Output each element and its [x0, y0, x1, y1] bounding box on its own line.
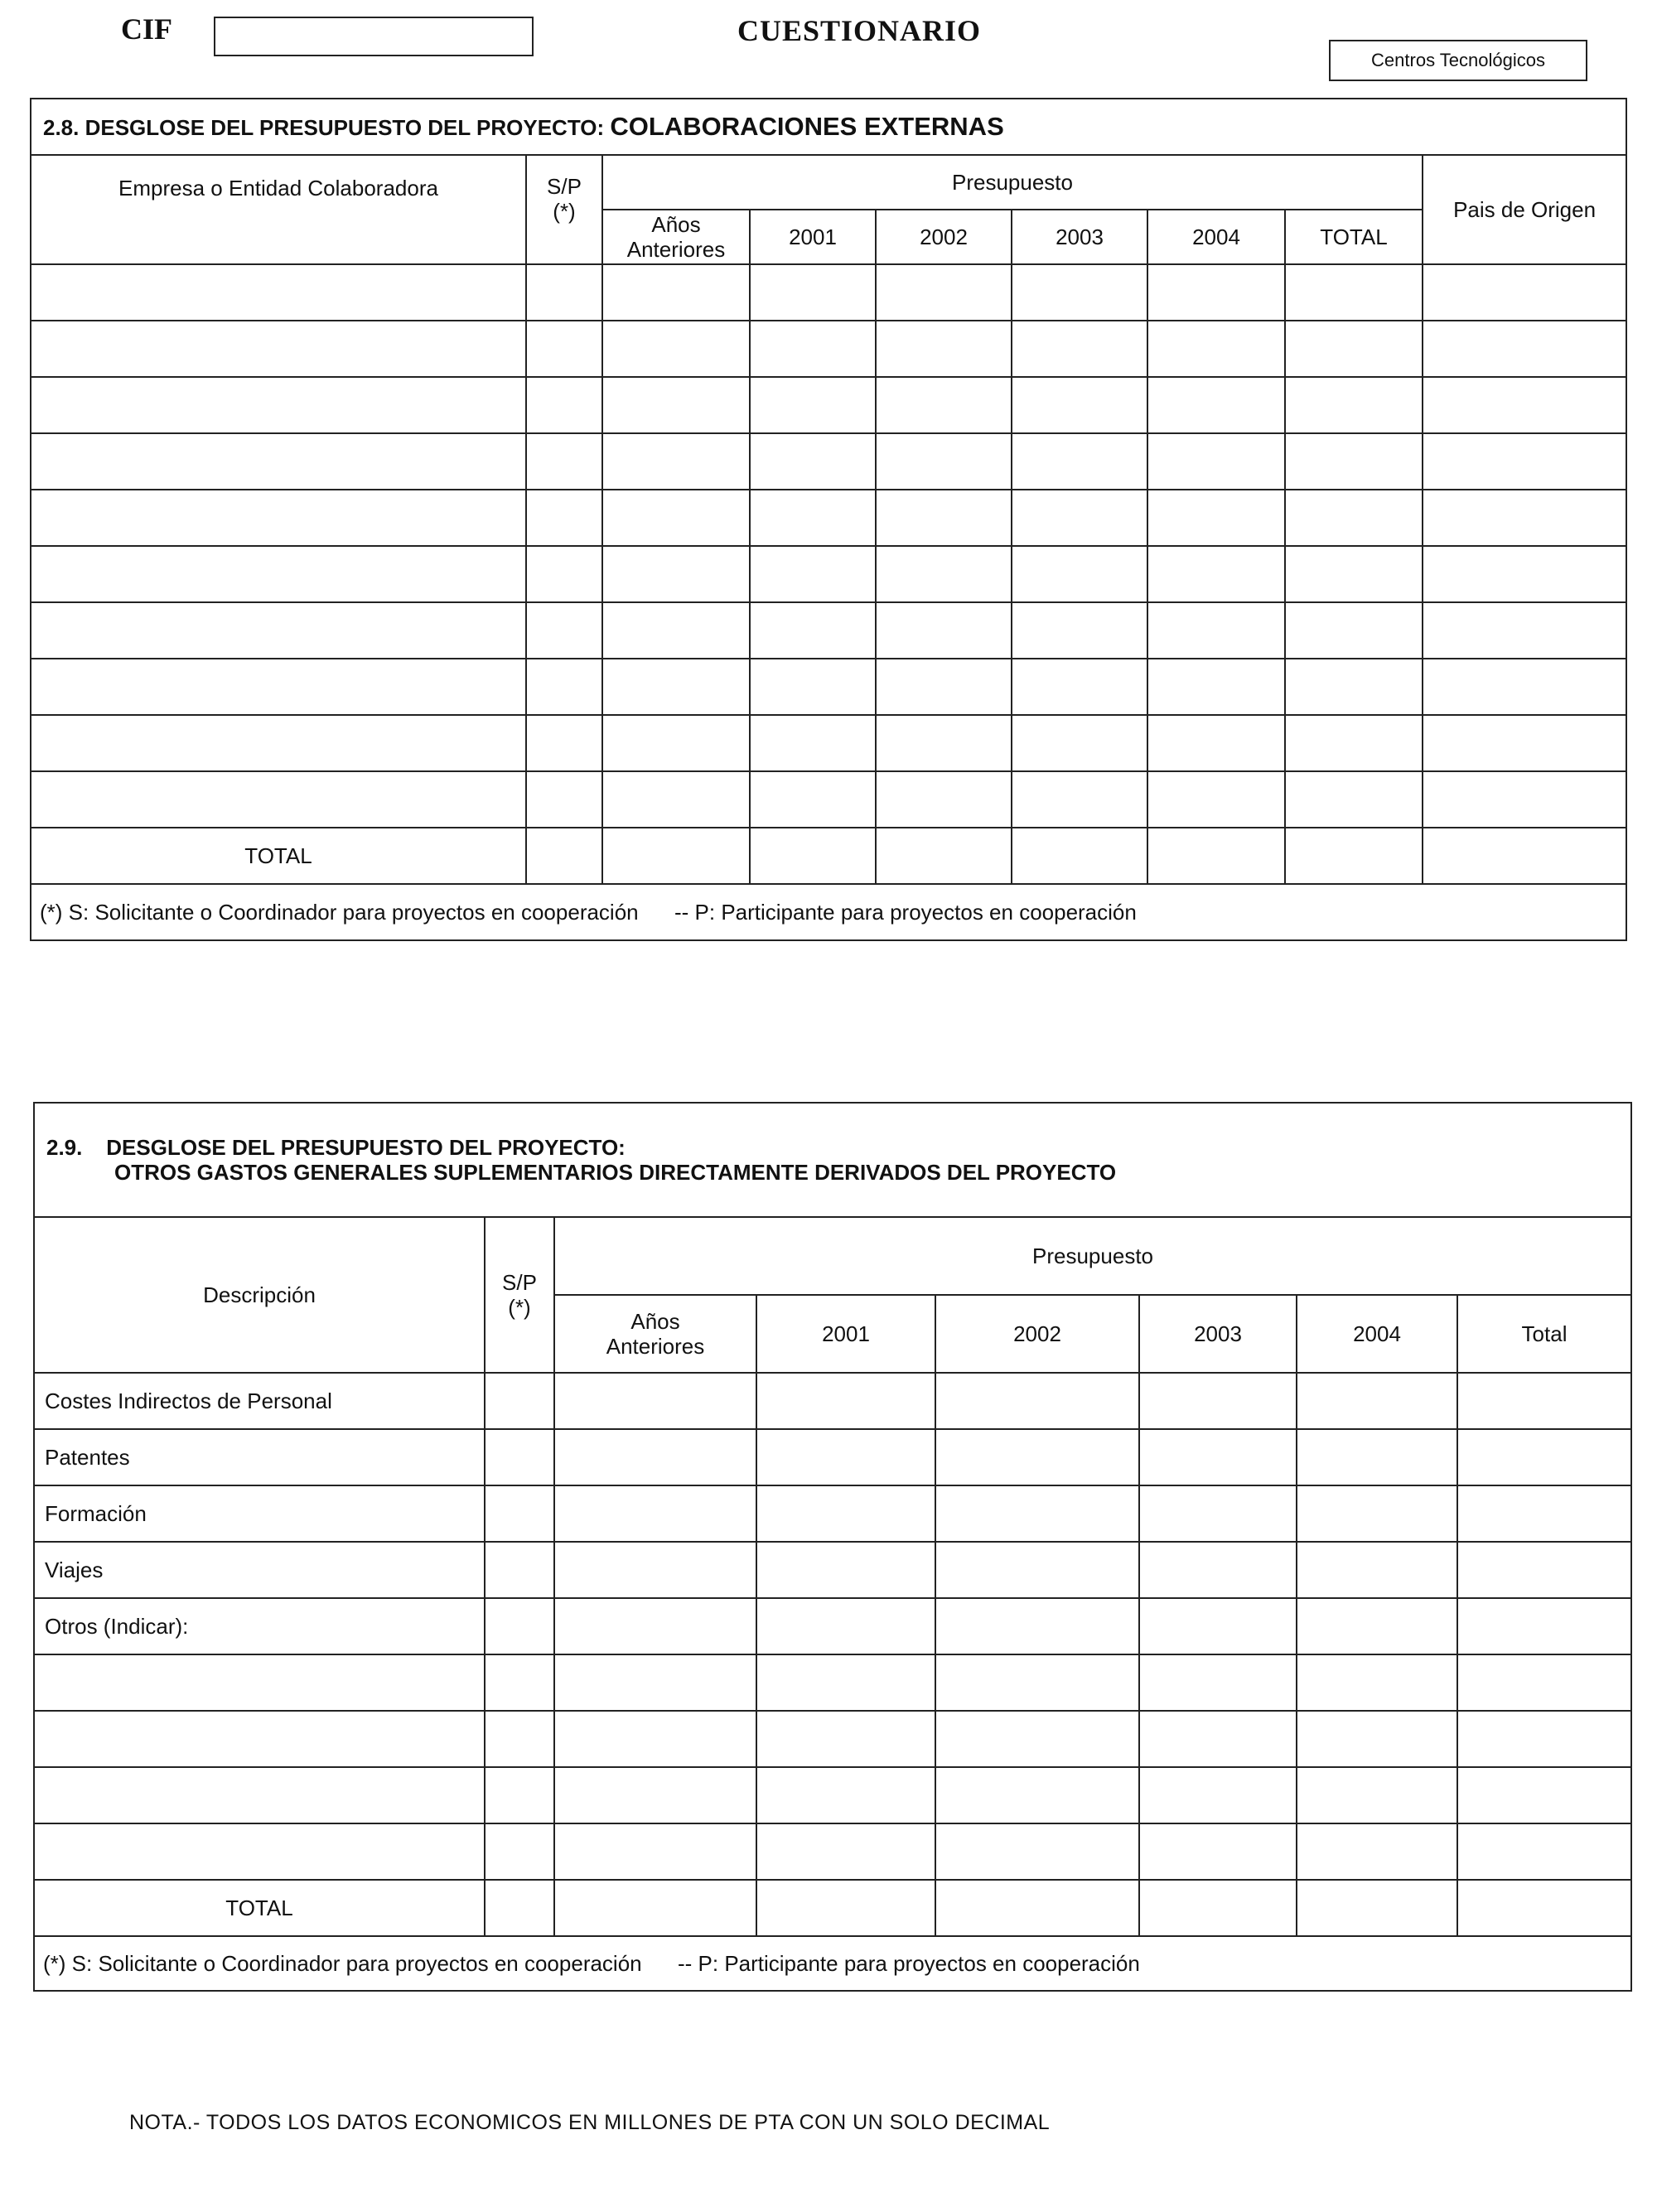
table-cell[interactable]	[876, 264, 1012, 321]
table-cell[interactable]	[526, 715, 602, 771]
table-cell[interactable]	[1423, 546, 1626, 602]
table-cell[interactable]	[485, 1429, 554, 1485]
table-cell[interactable]	[31, 264, 526, 321]
section-2-8-title-main: COLABORACIONES EXTERNAS	[610, 112, 1004, 141]
table-row	[31, 659, 1626, 715]
table-cell[interactable]	[1147, 771, 1285, 828]
row-label: Viajes	[34, 1542, 485, 1598]
table-cell[interactable]	[1147, 828, 1285, 884]
table-cell[interactable]	[1297, 1823, 1457, 1880]
table-cell[interactable]	[526, 490, 602, 546]
col-header-2002: 2002	[935, 1295, 1139, 1373]
table-cell[interactable]	[1012, 715, 1147, 771]
table-cell[interactable]	[876, 321, 1012, 377]
col-header-total: TOTAL	[1285, 210, 1423, 264]
col-header-prev-years	[602, 210, 750, 264]
table-cell[interactable]	[554, 1598, 756, 1654]
col-header-2002: 2002	[876, 210, 1012, 264]
section-2-8-total-row	[31, 828, 1626, 884]
table-cell[interactable]	[1457, 1823, 1631, 1880]
section-2-9-title	[34, 1103, 1631, 1217]
section-2-8-footnote	[31, 884, 1626, 940]
table-cell[interactable]	[1297, 1711, 1457, 1767]
table-cell[interactable]	[1285, 264, 1423, 321]
table-cell[interactable]	[1147, 490, 1285, 546]
table-cell[interactable]	[554, 1429, 756, 1485]
table-cell[interactable]	[34, 1711, 485, 1767]
table-cell[interactable]	[485, 1880, 554, 1936]
table-cell[interactable]	[1139, 1373, 1297, 1429]
table-cell[interactable]	[1423, 659, 1626, 715]
table-cell[interactable]	[1297, 1654, 1457, 1711]
row-label: Costes Indirectos de Personal	[34, 1373, 485, 1429]
table-cell[interactable]	[1147, 377, 1285, 433]
table-cell[interactable]	[1457, 1711, 1631, 1767]
table-row	[31, 433, 1626, 490]
table-cell[interactable]	[750, 264, 876, 321]
table-cell[interactable]	[1297, 1542, 1457, 1598]
table-cell[interactable]	[31, 715, 526, 771]
table-cell[interactable]	[935, 1429, 1139, 1485]
col-header-prev-years	[554, 1295, 756, 1373]
table-cell[interactable]	[1285, 377, 1423, 433]
col-header-sp	[526, 155, 602, 264]
table-cell[interactable]	[1423, 771, 1626, 828]
table-cell[interactable]	[1457, 1373, 1631, 1429]
table-cell[interactable]	[935, 1823, 1139, 1880]
table-cell[interactable]	[935, 1880, 1139, 1936]
table-cell[interactable]	[485, 1373, 554, 1429]
col-header-2004: 2004	[1297, 1295, 1457, 1373]
prev-years-line2: Anteriores	[626, 237, 726, 262]
table-cell[interactable]	[31, 377, 526, 433]
table-cell[interactable]	[1139, 1598, 1297, 1654]
table-cell[interactable]	[935, 1654, 1139, 1711]
table-cell[interactable]	[485, 1598, 554, 1654]
table-cell[interactable]	[1285, 602, 1423, 659]
table-cell[interactable]	[1012, 321, 1147, 377]
table-cell[interactable]	[526, 771, 602, 828]
prev-years-line1: Años	[630, 1309, 680, 1334]
table-cell[interactable]	[1147, 264, 1285, 321]
table-cell[interactable]	[31, 490, 526, 546]
prev-years-line2: Anteriores	[606, 1334, 705, 1359]
col-header-2001: 2001	[756, 1295, 935, 1373]
table-cell[interactable]	[602, 377, 750, 433]
table-cell[interactable]	[756, 1654, 935, 1711]
table-cell[interactable]	[1012, 828, 1147, 884]
table-cell[interactable]	[554, 1373, 756, 1429]
table-cell[interactable]	[1139, 1542, 1297, 1598]
row-label: Patentes	[34, 1429, 485, 1485]
sp-note: (*)	[508, 1295, 531, 1320]
table-row	[34, 1711, 1631, 1767]
table-cell[interactable]	[1139, 1654, 1297, 1711]
section-2-9-entry-rows	[34, 1373, 1631, 1880]
table-cell[interactable]	[602, 771, 750, 828]
table-row	[34, 1542, 1631, 1598]
economic-data-note: NOTA.- TODOS LOS DATOS ECONOMICOS EN MILLONES DE PTA CON UN SOLO DECIMAL	[129, 2111, 1051, 2134]
table-cell[interactable]	[602, 264, 750, 321]
table-cell[interactable]	[1012, 490, 1147, 546]
section-2-9-title-line2: OTROS GASTOS GENERALES SUPLEMENTARIOS DIRECTAMENTE DERIVADOS DEL PROYECTO	[114, 1160, 1117, 1185]
table-cell[interactable]	[1297, 1767, 1457, 1823]
table-cell[interactable]	[526, 546, 602, 602]
table-cell[interactable]	[602, 715, 750, 771]
table-cell[interactable]	[1285, 659, 1423, 715]
table-cell[interactable]	[756, 1598, 935, 1654]
table-cell[interactable]	[554, 1823, 756, 1880]
table-cell[interactable]	[1297, 1880, 1457, 1936]
table-row	[31, 602, 1626, 659]
table-cell[interactable]	[1285, 433, 1423, 490]
table-cell[interactable]	[1139, 1823, 1297, 1880]
table-cell[interactable]	[31, 771, 526, 828]
col-header-country: Pais de Origen	[1423, 155, 1626, 264]
sp-label: S/P	[547, 174, 582, 199]
table-cell[interactable]	[554, 1880, 756, 1936]
table-cell[interactable]	[750, 715, 876, 771]
col-header-2003: 2003	[1139, 1295, 1297, 1373]
table-cell[interactable]	[876, 715, 1012, 771]
table-cell[interactable]	[31, 659, 526, 715]
cif-label: CIF	[121, 12, 172, 46]
table-cell[interactable]	[1457, 1767, 1631, 1823]
table-cell[interactable]	[602, 659, 750, 715]
table-cell[interactable]	[935, 1542, 1139, 1598]
category-badge: Centros Tecnológicos	[1329, 40, 1587, 81]
col-header-2001: 2001	[750, 210, 876, 264]
section-2-9-title-line1: DESGLOSE DEL PRESUPUESTO DEL PROYECTO:	[106, 1135, 626, 1160]
table-cell[interactable]	[756, 1373, 935, 1429]
table-cell[interactable]	[554, 1654, 756, 1711]
document-title: CUESTIONARIO	[737, 14, 982, 47]
table-cell[interactable]	[602, 546, 750, 602]
table-row	[31, 377, 1626, 433]
table-cell[interactable]	[750, 321, 876, 377]
section-2-9-total-row	[34, 1880, 1631, 1936]
table-cell[interactable]	[935, 1711, 1139, 1767]
table-cell[interactable]	[1139, 1429, 1297, 1485]
table-cell[interactable]	[756, 1880, 935, 1936]
table-cell[interactable]	[526, 828, 602, 884]
table-otros-gastos	[33, 1102, 1632, 1992]
col-header-entity: Empresa o Entidad Colaboradora	[31, 155, 526, 264]
table-cell[interactable]	[876, 377, 1012, 433]
col-header-sp	[485, 1217, 554, 1373]
table-cell[interactable]	[1457, 1880, 1631, 1936]
col-header-description: Descripción	[34, 1217, 485, 1373]
table-cell[interactable]	[935, 1373, 1139, 1429]
table-cell[interactable]	[1423, 490, 1626, 546]
table-cell[interactable]	[1285, 490, 1423, 546]
table-cell[interactable]	[1012, 433, 1147, 490]
table-cell[interactable]	[1012, 264, 1147, 321]
table-cell[interactable]	[1457, 1598, 1631, 1654]
table-row	[34, 1485, 1631, 1542]
table-cell[interactable]	[526, 433, 602, 490]
row-label: Otros (Indicar):	[34, 1598, 485, 1654]
table-cell[interactable]	[1297, 1598, 1457, 1654]
table-cell[interactable]	[1285, 771, 1423, 828]
table-cell[interactable]	[1457, 1429, 1631, 1485]
table-row	[34, 1598, 1631, 1654]
footnote-s: (*) S: Solicitante o Coordinador para proyectos en cooperación	[40, 899, 639, 925]
table-cell[interactable]	[526, 264, 602, 321]
table-row	[31, 264, 1626, 321]
table-cell[interactable]	[1147, 433, 1285, 490]
table-cell[interactable]	[1457, 1485, 1631, 1542]
table-cell[interactable]	[1012, 659, 1147, 715]
table-cell[interactable]	[876, 602, 1012, 659]
table-cell[interactable]	[34, 1823, 485, 1880]
table-cell[interactable]	[1457, 1542, 1631, 1598]
table-cell[interactable]	[756, 1429, 935, 1485]
table-row	[34, 1373, 1631, 1429]
table-row	[34, 1654, 1631, 1711]
table-cell[interactable]	[876, 828, 1012, 884]
table-cell[interactable]	[602, 321, 750, 377]
table-cell[interactable]	[554, 1711, 756, 1767]
table-cell[interactable]	[935, 1598, 1139, 1654]
section-2-8-title	[31, 99, 1626, 155]
table-cell[interactable]	[1423, 602, 1626, 659]
table-cell[interactable]	[1012, 377, 1147, 433]
table-cell[interactable]	[935, 1485, 1139, 1542]
table-cell[interactable]	[756, 1485, 935, 1542]
table-cell[interactable]	[876, 433, 1012, 490]
table-cell[interactable]	[750, 433, 876, 490]
table-cell[interactable]	[1139, 1485, 1297, 1542]
footnote-p: -- P: Participante para proyectos en cooperación	[677, 1950, 1140, 1976]
table-cell[interactable]	[602, 433, 750, 490]
table-cell[interactable]	[1423, 715, 1626, 771]
col-header-budget: Presupuesto	[554, 1217, 1631, 1295]
table-cell[interactable]	[526, 321, 602, 377]
table-cell[interactable]	[1297, 1429, 1457, 1485]
table-cell[interactable]	[1423, 264, 1626, 321]
table-row	[31, 715, 1626, 771]
table-row	[31, 490, 1626, 546]
table-cell[interactable]	[1139, 1880, 1297, 1936]
table-cell[interactable]	[1285, 321, 1423, 377]
table-cell[interactable]	[526, 377, 602, 433]
table-cell[interactable]	[485, 1767, 554, 1823]
prev-years-line1: Años	[651, 212, 701, 237]
table-cell[interactable]	[1012, 602, 1147, 659]
table-cell[interactable]	[750, 602, 876, 659]
table-cell[interactable]	[1147, 546, 1285, 602]
section-2-8-entry-rows	[31, 264, 1626, 828]
table-cell[interactable]	[1423, 321, 1626, 377]
table-cell[interactable]	[756, 1711, 935, 1767]
table-cell[interactable]	[485, 1485, 554, 1542]
table-cell[interactable]	[750, 771, 876, 828]
table-cell[interactable]	[750, 659, 876, 715]
footnote-s: (*) S: Solicitante o Coordinador para proyectos en cooperación	[43, 1950, 642, 1976]
table-cell[interactable]	[1285, 546, 1423, 602]
section-2-9-footnote	[34, 1936, 1631, 1991]
table-row	[31, 321, 1626, 377]
table-cell[interactable]	[1012, 546, 1147, 602]
table-cell[interactable]	[756, 1542, 935, 1598]
table-cell[interactable]	[876, 659, 1012, 715]
table-cell[interactable]	[1423, 828, 1626, 884]
table-cell[interactable]	[485, 1823, 554, 1880]
table-colaboraciones-externas	[30, 98, 1627, 941]
table-cell[interactable]	[1012, 771, 1147, 828]
table-row	[34, 1823, 1631, 1880]
table-row	[34, 1429, 1631, 1485]
section-2-9-number: 2.9.	[46, 1135, 83, 1160]
table-cell[interactable]	[750, 377, 876, 433]
col-header-2004: 2004	[1147, 210, 1285, 264]
table-cell[interactable]	[602, 828, 750, 884]
table-cell[interactable]	[1297, 1485, 1457, 1542]
table-cell[interactable]	[876, 546, 1012, 602]
table-cell[interactable]	[34, 1654, 485, 1711]
table-cell[interactable]	[876, 490, 1012, 546]
table-cell[interactable]	[485, 1654, 554, 1711]
table-cell[interactable]	[1147, 715, 1285, 771]
table-cell[interactable]	[750, 828, 876, 884]
table-cell[interactable]	[554, 1485, 756, 1542]
table-cell[interactable]	[34, 1767, 485, 1823]
table-cell[interactable]	[526, 602, 602, 659]
table-cell[interactable]	[1285, 715, 1423, 771]
table-cell[interactable]	[602, 490, 750, 546]
sp-note: (*)	[553, 199, 576, 224]
col-header-total: Total	[1457, 1295, 1631, 1373]
table-cell[interactable]	[554, 1542, 756, 1598]
table-cell[interactable]	[750, 490, 876, 546]
table-cell[interactable]	[31, 602, 526, 659]
table-cell[interactable]	[935, 1767, 1139, 1823]
table-cell[interactable]	[1147, 659, 1285, 715]
table-row	[31, 546, 1626, 602]
sp-label: S/P	[502, 1270, 537, 1295]
table-cell[interactable]	[31, 546, 526, 602]
table-cell[interactable]	[1147, 602, 1285, 659]
total-row-label: TOTAL	[31, 828, 526, 884]
table-cell[interactable]	[1423, 433, 1626, 490]
table-cell[interactable]	[756, 1823, 935, 1880]
table-cell[interactable]	[1139, 1711, 1297, 1767]
table-cell[interactable]	[876, 771, 1012, 828]
section-2-8-title-prefix: 2.8. DESGLOSE DEL PRESUPUESTO DEL PROYECTO:	[43, 115, 605, 140]
table-cell[interactable]	[1147, 321, 1285, 377]
table-cell[interactable]	[1297, 1373, 1457, 1429]
table-cell[interactable]	[31, 321, 526, 377]
table-cell[interactable]	[485, 1711, 554, 1767]
table-cell[interactable]	[1285, 828, 1423, 884]
col-header-budget: Presupuesto	[602, 155, 1423, 210]
table-cell[interactable]	[1457, 1654, 1631, 1711]
table-cell[interactable]	[1423, 377, 1626, 433]
col-header-2003: 2003	[1012, 210, 1147, 264]
table-cell[interactable]	[756, 1767, 935, 1823]
table-cell[interactable]	[602, 602, 750, 659]
table-cell[interactable]	[485, 1542, 554, 1598]
table-cell[interactable]	[31, 433, 526, 490]
footnote-p: -- P: Participante para proyectos en cooperación	[674, 899, 1137, 925]
table-row	[34, 1767, 1631, 1823]
table-cell[interactable]	[554, 1767, 756, 1823]
row-label: Formación	[34, 1485, 485, 1542]
table-cell[interactable]	[1139, 1767, 1297, 1823]
table-cell[interactable]	[526, 659, 602, 715]
table-cell[interactable]	[750, 546, 876, 602]
table-row	[31, 771, 1626, 828]
total-row-label: TOTAL	[34, 1880, 485, 1936]
cif-input[interactable]	[214, 17, 534, 56]
